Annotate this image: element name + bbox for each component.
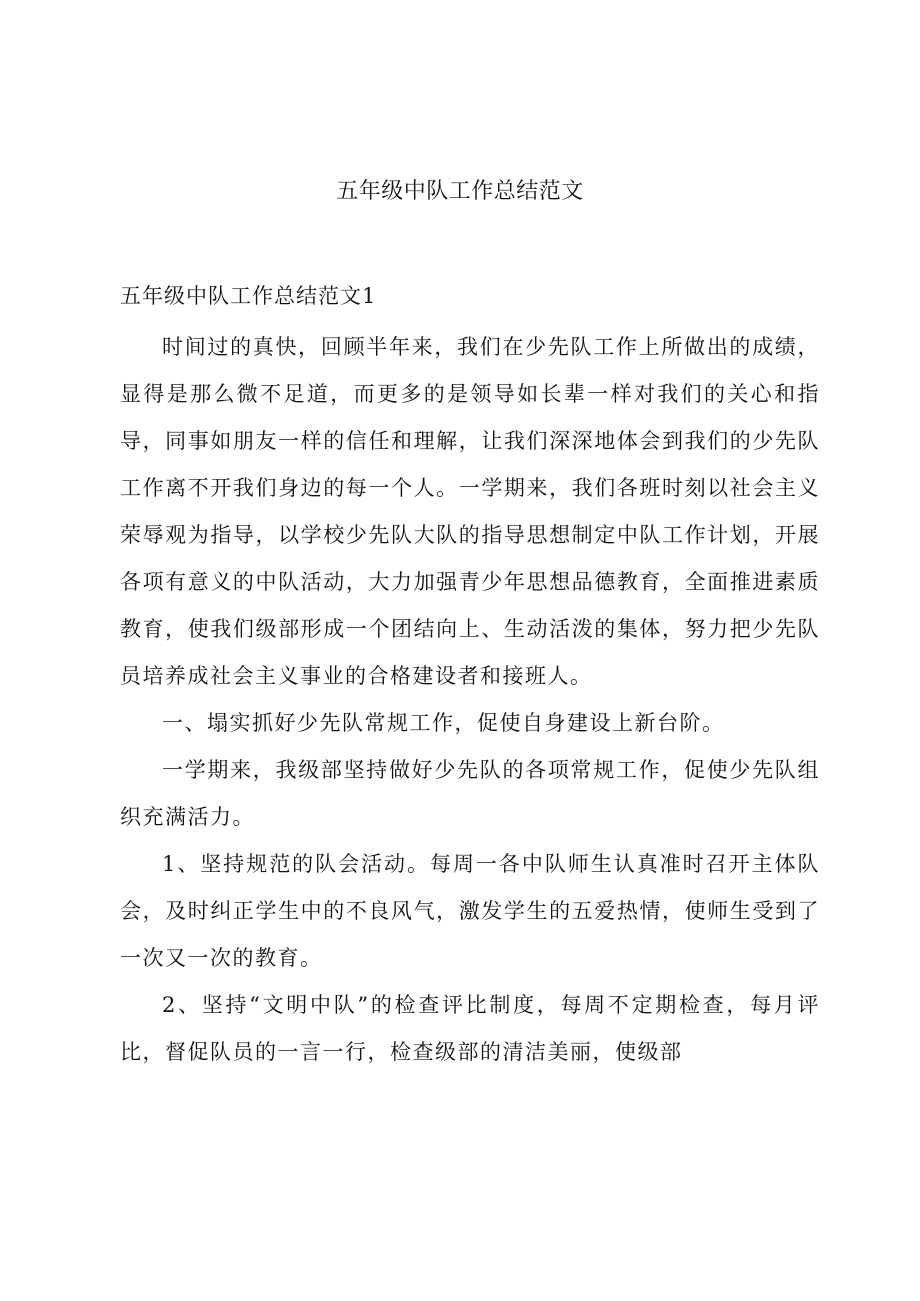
paragraph-section-one-heading: 一、塌实抓好少先队常规工作，促使自身建设上新台阶。 bbox=[162, 711, 725, 735]
paragraph-item-1: 1、坚持规范的队会活动。每周一各中队师生认真准时召开主体队会，及时纠正学生中的不良风气，激发学生的五爱热情，使师生受到了一次又一次的教育。 bbox=[120, 852, 820, 970]
document-title: 五年级中队工作总结范文 bbox=[336, 179, 584, 204]
section-heading: 五年级中队工作总结范文1 bbox=[120, 284, 377, 308]
paragraph-intro: 时间过的真快，回顾半年来，我们在少先队工作上所做出的成绩，显得是那么微不足道，而更多的是领导如长辈一样对我们的关心和指导，同事如朋友一样的信任和理解，让我们深深地体会到我们的少先队工作离不开我们身边的每一个人。一学期来，我们各班时刻以社会主义荣辱观为指导，以学校少先队大队的指导思想制定中队工作计划，开展各项有意义的中队活动，大力加强青少年思想品德教育，全面推进素质教育，使我们级部形成一个团结向上、生动活泼的集体，努力把少先队员培养成社会主义事业的合格建设者和接班人。 bbox=[120, 335, 820, 688]
paragraph-section-one-intro: 一学期来，我级部坚持做好少先队的各项常规工作，促使少先队组织充满活力。 bbox=[120, 758, 820, 829]
document-body bbox=[120, 324, 820, 1076]
paragraph-item-2: 2、坚持“文明中队”的检查评比制度，每周不定期检查，每月评比，督促队员的一言一行，检查级部的清洁美丽，使级部 bbox=[120, 993, 820, 1064]
